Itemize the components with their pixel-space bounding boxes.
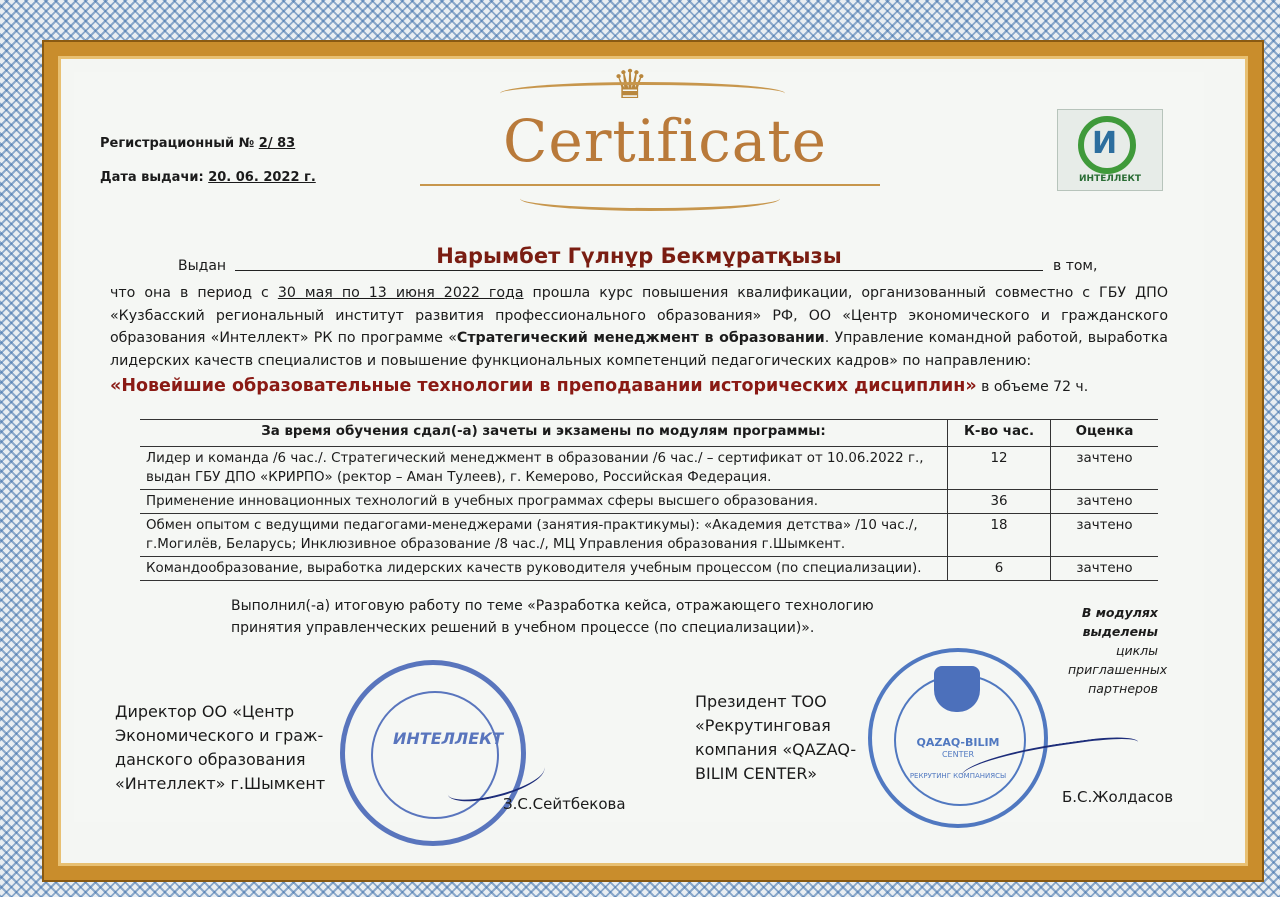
period-prefix: что она в период с [110,285,278,301]
signer-left-title [115,700,325,796]
table-row [140,447,1158,490]
hours-cell: 12 [948,447,1051,490]
final-work [231,595,874,639]
issued-label: Выдан [178,258,227,274]
signer-title-line: Директор ОО «Центр [115,702,295,721]
modules-table [140,419,1158,581]
intellekt-stamp [340,660,526,846]
module-cell: Командообразование, выработка лидерских качеств руководителя учебным процессом (по специализации). [140,557,948,581]
note-text: циклы приглашенных партнеров [1068,643,1168,696]
intellekt-logo [1057,109,1163,191]
signer-title-line: Президент ТОО [695,692,827,711]
title-ornament-bottom [520,186,780,211]
module-cell: Применение инновационных технологий в учебных программах сферы высшего образования. [140,490,948,514]
header-grade: Оценка [1051,420,1159,447]
table-row [140,490,1158,514]
logo-text: ИНТЕЛЛЕКТ [1079,174,1141,184]
quote-close: » [965,376,977,396]
wave-icon [934,666,980,712]
table-row [140,514,1158,557]
partners-note [1068,603,1168,698]
issued-suffix: в том, [1053,258,1098,274]
final-work-line2: принятия управленческих решений в учебном процессе (по специализации)». [231,620,815,636]
course-volume: в объеме 72 ч. [976,379,1089,395]
module-cell: Лидер и команда /6 час./. Стратегический менеджмент в образовании /6 час./ – сертификат от 10.06.2022 г., выдан ГБУ ДПО «КРИРПО» (ректор – Аман Тулеев), г. Кемерово, Российская Федерация. [140,447,948,490]
program-detail: . Управление командной работой, выработка лидерских качеств специалистов и повышение функциональных компетенций педагогических кадров» по направлению: [110,330,1168,369]
course-period: 30 мая по 13 июня 2022 года [277,285,524,301]
date-label: Дата выдачи: [100,170,204,185]
signer-title-line: «Рекрутинговая [695,716,831,735]
program-name: Стратегический менеджмент в образовании [456,330,825,346]
signer-left-name: З.С.Сейтбекова [503,795,626,813]
table-header-row [140,420,1158,447]
reg-value: 2/ 83 [258,136,296,151]
final-work-line1: Выполнил(-а) итоговую работу по теме «Разработка кейса, отражающего технологию [231,598,874,614]
table-row [140,557,1158,581]
direction-name: Новейшие образовательные технологии в преподавании исторических дисциплин [121,376,966,396]
certificate-title: Certificate [503,107,827,175]
stamp-company-name: QAZAQ-BILIM [916,736,1000,749]
stamp-company-type: РЕКРУТИНГ КОМПАНИЯСЫ [909,772,1007,780]
signer-right-name: Б.С.Жолдасов [1062,788,1174,806]
header-hours: К-во час. [948,420,1051,447]
signer-right-title [695,690,856,786]
signer-title-line: «Интеллект» г.Шымкент [115,774,326,793]
grade-cell: зачтено [1051,447,1159,490]
stamp-text: ИНТЕЛЛЕКТ [393,729,504,748]
grade-cell: зачтено [1051,490,1159,514]
direction-line [110,376,1180,396]
title-ornament-top [500,82,785,105]
note-bold: В модулях выделены [1081,605,1158,639]
registration-number [100,136,295,151]
recipient-name: Нарымбет Гүлнұр Бекмұратқызы [235,244,1043,271]
hours-cell: 36 [948,490,1051,514]
hours-cell: 6 [948,557,1051,581]
grade-cell: зачтено [1051,557,1159,581]
quote-open: « [110,376,122,396]
course-description [110,282,1168,372]
course-organizers: прошла курс повышения квалификации, организованный совместно с ГБУ ДПО «Кузбасский региональный институт развития профессионального образования» РФ, ОО «Центр экономического и гражданского образования «Интеллект» РК по программе « [110,285,1168,346]
logo-mark: И [1092,126,1118,161]
signer-title-line: компания «QAZAQ- [695,740,857,759]
issue-date [100,170,316,185]
header-modules: За время обучения сдал(-а) зачеты и экзамены по модулям программы: [140,420,948,447]
qazaq-bilim-stamp [868,648,1048,828]
module-cell: Обмен опытом с ведущими педагогами-менеджерами (занятия-практикумы): «Академия детства» /10 час./, г.Могилёв, Беларусь; Инклюзивное образование /8 час./, МЦ Управления образования г.Шымкент. [140,514,948,557]
reg-label: Регистрационный № [100,136,255,151]
crown-ornament: ♛ [612,62,648,108]
grade-cell: зачтено [1051,514,1159,557]
stamp-company-sub: CENTER [941,750,975,759]
signer-title-line: данского образования [115,750,306,769]
hours-cell: 18 [948,514,1051,557]
signer-title-line: BILIM CENTER» [695,764,817,783]
date-value: 20. 06. 2022 г. [208,170,316,185]
signer-title-line: Экономического и граж- [115,726,324,745]
